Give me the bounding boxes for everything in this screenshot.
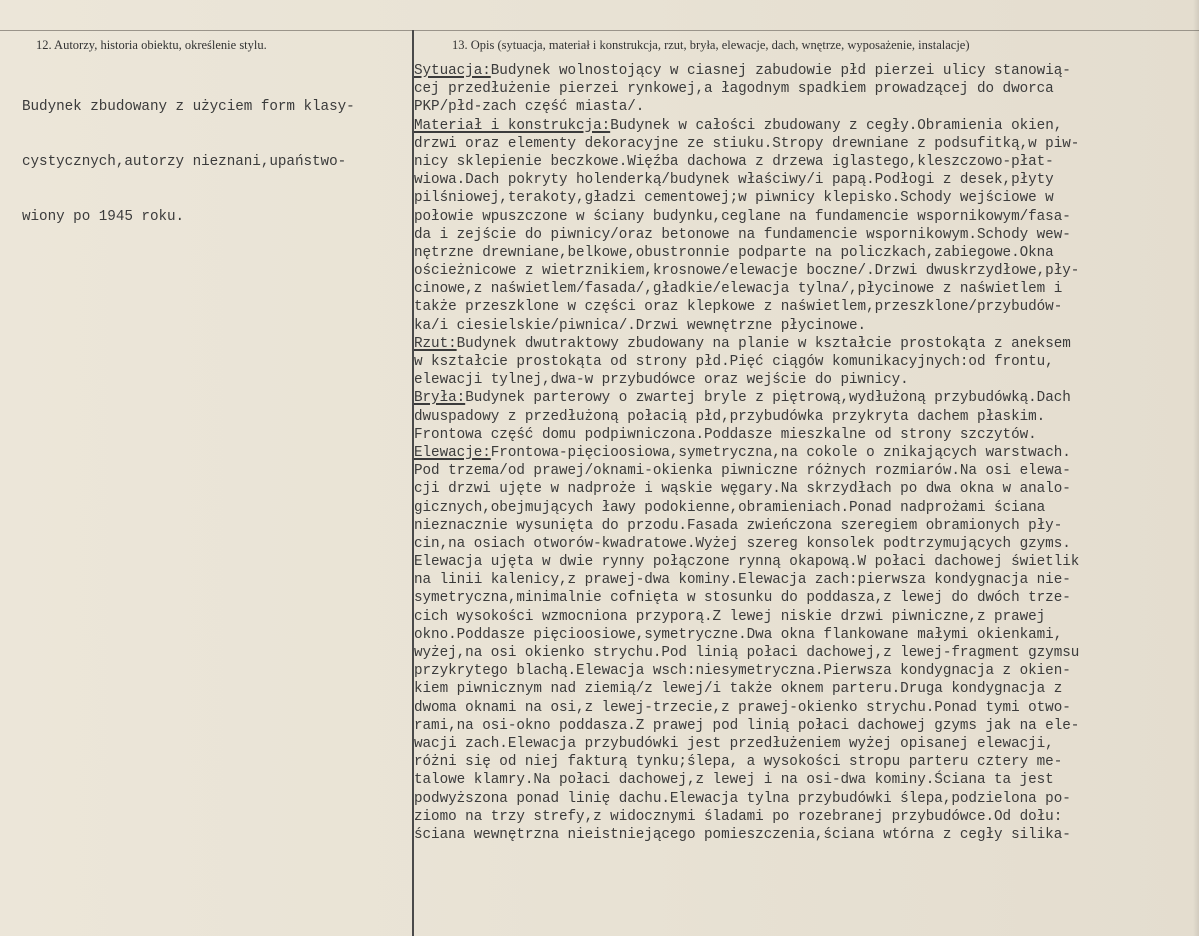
field-13-line <box>414 189 1079 207</box>
field-13-line <box>414 753 1079 771</box>
field-13-line <box>414 98 1079 116</box>
section-text: wacji zach.Elewacja przybudówki jest przedłużeniem wyżej opisanej elewacji, <box>414 735 1054 752</box>
section-text: w kształcie prostokąta od strony płd.Pięć ciągów komunikacyjnych:od frontu, <box>414 354 1054 370</box>
field-13-line <box>414 426 1079 444</box>
field-13-line <box>414 62 1079 80</box>
section-text: Budynek parterowy o zwartej bryle z piętrową,wydłużoną przybudówką.Dach <box>465 390 1071 407</box>
section-text: PKP/płd-zach część miasta/. <box>414 99 645 116</box>
section-text: Frontowa część domu podpiwniczona.Poddasze mieszkalne od strony szczytów. <box>414 426 1037 443</box>
section-text: ziomo na trzy strefy,z widocznymi śladami po rozebranej przybudówce.Od dołu: <box>414 808 1063 825</box>
field-13-line <box>414 808 1079 826</box>
section-text: cin,na osiach otworów-kwadratowe.Wyżej szereg konsolek podtrzymujących gzyms. <box>414 535 1071 552</box>
field-13-line <box>414 790 1079 808</box>
section-text: przykrytego blachą.Elewacja wsch:niesymetryczna.Pierwsza kondygnacja z okien- <box>414 663 1071 680</box>
field-13-line <box>414 244 1079 262</box>
field-13-line <box>414 826 1079 844</box>
section-text: okno.Poddasze pięcioosiowe,symetryczne.Dwa okna flankowane małymi okienkami, <box>414 626 1063 643</box>
section-text: cich wysokości wzmocniona przyporą.Z lewej niskie drzwi piwniczne,z prawej <box>414 608 1046 625</box>
section-label: Elewacje: <box>414 444 491 461</box>
section-label: Bryła: <box>414 390 466 407</box>
section-text: gicznych,obejmujących ławy podokienne,obramieniach.Ponad nadprożami ściana <box>414 499 1046 516</box>
field-13-line <box>414 535 1079 553</box>
field-13-line <box>414 626 1079 644</box>
field-12-line: Budynek zbudowany z użyciem form klasy- <box>22 99 355 116</box>
section-text: Pod trzema/od prawej/oknami-okienka piwniczne różnych rozmiarów.Na osi elewa- <box>414 463 1071 480</box>
field-13-line <box>414 553 1079 571</box>
field-13-line <box>414 644 1079 662</box>
field-13-line <box>414 771 1079 789</box>
section-text: cej przedłużenie pierzei rynkowej,a łagodnym spadkiem prowadzącej do dworca <box>414 81 1054 98</box>
section-text: cinowe,z naświetlem/fasada/,gładkie/elewacja tylna/,płycinowe z naświetlem i <box>414 281 1063 298</box>
field-13-line <box>414 353 1079 371</box>
section-text: dwoma oknami na osi,z lewej-trzecie,z prawej-okienko strychu.Ponad tymi otwo- <box>414 699 1071 716</box>
section-text: połowie wpuszczone w ściany budynku,ceglane na fundamencie wspornikowym/fasa- <box>414 208 1071 225</box>
section-text: Budynek w całości zbudowany z cegły.Obramienia okien, <box>610 117 1063 134</box>
section-text: dwuspadowy z przedłużoną połacią płd,przybudówka przykryta dachem płaskim. <box>414 408 1046 425</box>
field-13-line <box>414 462 1079 480</box>
field-13-line <box>414 699 1079 717</box>
field-13-line <box>414 589 1079 607</box>
field-13-line <box>414 208 1079 226</box>
section-text: Frontowa-pięcioosiowa,symetryczna,na cokole o znikających warstwach. <box>490 444 1071 461</box>
field-13-line <box>414 135 1079 153</box>
field-13-line <box>414 280 1079 298</box>
section-text: symetryczna,minimalnie cofnięta w stosunku do poddasza,z lewej do dwóch trze- <box>414 590 1071 607</box>
field-13-line <box>414 117 1079 135</box>
section-text: Budynek wolnostojący w ciasnej zabudowie płd pierzei ulicy stanowią- <box>490 63 1071 79</box>
section-text: kiem piwnicznym nad ziemią/z lewej/i także oknem parteru.Druga kondygnacja z <box>414 681 1063 698</box>
section-text: Budynek dwutraktowy zbudowany na planie w kształcie prostokąta z aneksem <box>456 335 1071 352</box>
section-text: ościeżnicowe z wietrznikiem,krosnowe/elewacje boczne/.Drzwi dwuskrzydłowe,pły- <box>414 263 1080 280</box>
field-13-line <box>414 335 1079 353</box>
section-text: ka/i ciesielskie/piwnica/.Drzwi wewnętrzne płycinowe. <box>414 317 867 334</box>
field-13-line <box>414 444 1079 462</box>
section-text: różni się od niej fakturą tynku;ślepa, a wysokości stropu parteru cztery me- <box>414 754 1063 771</box>
field-13-line <box>414 717 1079 735</box>
field-13-line <box>414 608 1079 626</box>
section-text: ściana wewnętrzna nieistniejącego pomieszczenia,ściana wtórna z cegły silika- <box>414 826 1071 843</box>
section-text: wyżej,na osi okienko strychu.Pod linią połaci dachowej,z lewej-fragment gzymsu <box>414 645 1080 661</box>
field-13-line <box>414 153 1079 171</box>
section-text: nicy sklepienie beczkowe.Więźba dachowa z drzewa iglastego,kleszczowo-płat- <box>414 153 1054 170</box>
field-13-line <box>414 480 1079 498</box>
field-13-line <box>414 517 1079 535</box>
header-rule <box>0 30 1199 31</box>
field-13-line <box>414 226 1079 244</box>
field-13-line <box>414 80 1079 98</box>
field-13-line <box>414 571 1079 589</box>
field-13-line <box>414 499 1079 517</box>
field-13-line <box>414 735 1079 753</box>
field-13-line <box>414 371 1079 389</box>
field-13-line <box>414 317 1079 335</box>
section-text: na linii kalenicy,z prawej-dwa kominy.Elewacja zach:pierwsza kondygnacja nie- <box>414 572 1071 589</box>
field-13-line <box>414 389 1079 407</box>
field-13-line <box>414 298 1079 316</box>
field-13-text <box>414 62 1079 844</box>
section-text: wiowa.Dach pokryty holenderką/budynek właściwy/i papą.Podłogi z desek,płyty <box>414 172 1054 189</box>
section-text: Elewacja ujęta w dwie rynny połączone rynną okapową.W połaci dachowej świetlik <box>414 554 1080 571</box>
field-12-heading: 12. Autorzy, historia obiektu, określenie stylu. <box>36 38 267 52</box>
section-label: Materiał i konstrukcja: <box>414 117 611 134</box>
section-text: pilśniowej,terakoty,gładzi cementowej;w piwnicy klepisko.Schody wejściowe w <box>414 190 1054 207</box>
section-text: rami,na osi-okno poddasza.Z prawej pod linią połaci dachowej gzyms jak na ele- <box>414 717 1080 734</box>
field-12-line: cystycznych,autorzy nieznani,upaństwo- <box>22 154 347 170</box>
section-label: Rzut: <box>414 335 457 352</box>
field-13-line <box>414 662 1079 680</box>
field-13-heading: 13. Opis (sytuacja, materiał i konstrukcja, rzut, bryła, elewacje, dach, wnętrze, wyposażenie, instalacje) <box>452 38 970 52</box>
field-13-line <box>414 171 1079 189</box>
field-13-line <box>414 262 1079 280</box>
section-text: nętrzne drewniane,belkowe,obustronnie podparte na policzkach,zabiegowe.Okna <box>414 244 1054 261</box>
section-text: talowe klamry.Na połaci dachowej,z lewej i na osi-dwa kominy.Ściana ta jest <box>414 772 1054 789</box>
field-12-text <box>22 62 355 262</box>
field-12-line: wiony po 1945 roku. <box>22 208 185 225</box>
section-text: drzwi oraz elementy dekoracyjne ze stiuku.Stropy drewniane z podsufitką,w piw- <box>414 135 1080 152</box>
section-text: także przeszklone w części oraz klepkowe z naświetlem,przeszklone/przybudów- <box>414 299 1063 316</box>
field-13-line <box>414 680 1079 698</box>
field-13-line <box>414 408 1079 426</box>
section-text: podwyższona ponad linię dachu.Elewacja tylna przybudówki ślepa,podzielona po- <box>414 790 1071 807</box>
section-text: da i zejście do piwnicy/oraz betonowe na fundamencie wspornikowym.Schody wew- <box>414 226 1071 243</box>
section-text: nieznacznie wysunięta do przodu.Fasada zwieńczona szeregiem obramionych pły- <box>414 517 1063 534</box>
section-label: Sytuacja: <box>414 63 491 79</box>
section-text: elewacji tylnej,dwa-w przybudówce oraz wejście do piwnicy. <box>414 372 909 389</box>
page-edge-shadow <box>1193 0 1199 936</box>
section-text: cji drzwi ujęte w nadproże i wąskie węgary.Na skrzydłach po dwa okna w analo- <box>414 481 1071 498</box>
